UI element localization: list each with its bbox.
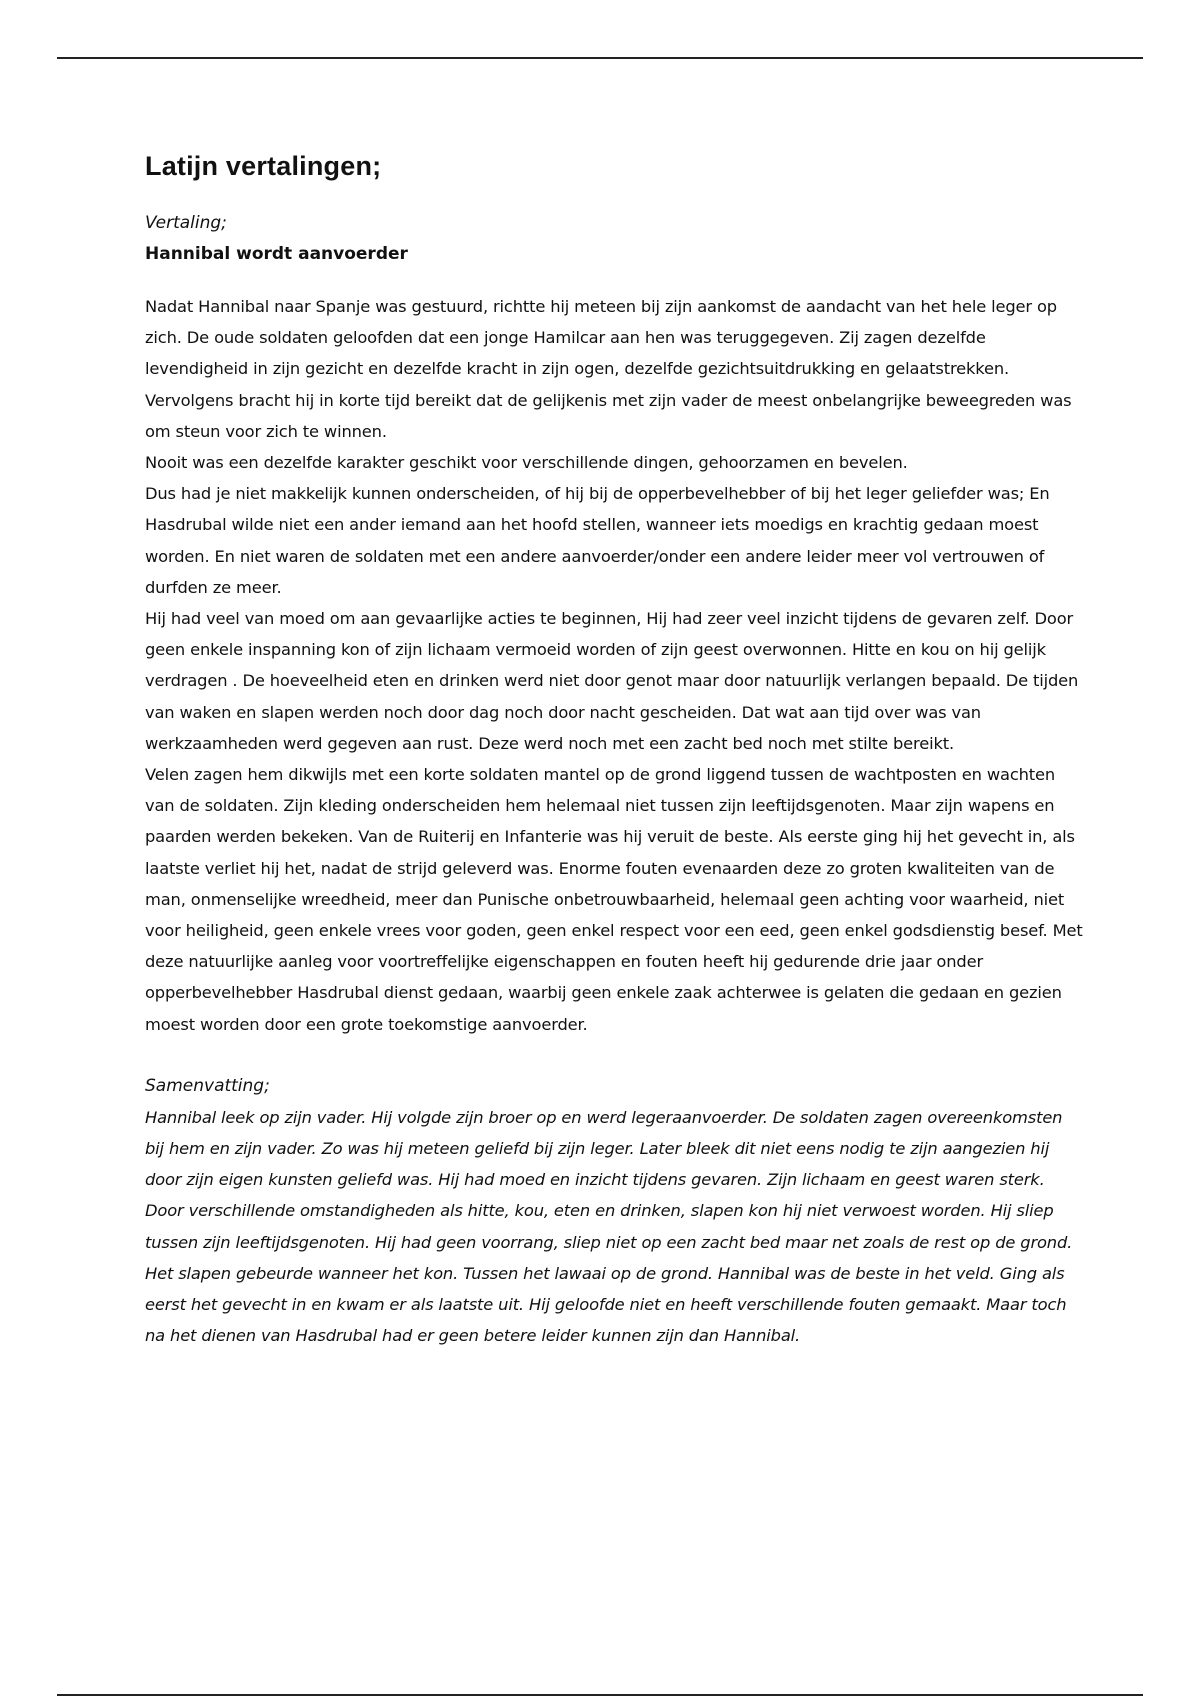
translation-paragraph: Nadat Hannibal naar Spanje was gestuurd, richtte hij meteen bij zijn aankomst de aandacht van het hele leger op zich. De oude soldaten geloofden dat een jonge Hamilcar aan hen was teruggegeven. Zij zagen dezelfde levendigheid in zijn gezicht en dezelfde kracht in zijn ogen, dezelfde gezichtsuitdrukking en gelaatstrekken. Vervolgens bracht hij in korte tijd bereikt dat de gelijkenis met zijn vader de meest onbelangrijke beweegreden was om steun voor zich te winnen. xyxy=(145,297,1072,441)
page-content xyxy=(145,148,1085,1352)
translation-paragraph: Velen zagen hem dikwijls met een korte soldaten mantel op de grond liggend tussen de wachtposten en wachten van de soldaten. Zijn kleding onderscheiden hem helemaal niet tussen zijn leeftijdsgenoten. Maar zijn wapens en paarden werden bekeken. Van de Ruiterij en Infanterie was hij veruit de beste. Als eerste ging hij het gevecht in, als laatste verliet hij het, nadat de strijd geleverd was. Enorme fouten evenaarden deze zo groten kwaliteiten van de man, onmenselijke wreedheid, meer dan Punische onbetrouwbaarheid, helemaal geen achting voor waarheid, niet voor heiligheid, geen enkele vrees voor goden, geen enkel respect voor een eed, geen enkel godsdienstig besef. Met deze natuurlijke aanleg voor voortreffelijke eigenschappen en fouten heeft hij gedurende drie jaar onder opperbevelhebber Hasdrubal dienst gedaan, waarbij geen enkele zaak achterwee is gelaten die gedaan en gezien moest worden door een grote toekomstige aanvoerder. xyxy=(145,765,1083,1034)
footer-rule xyxy=(57,1694,1143,1696)
document-title: Latijn vertalingen; xyxy=(145,151,382,181)
translation-body xyxy=(145,291,1085,1040)
translation-paragraph: Hij had veel van moed om aan gevaarlijke acties te beginnen, Hij had zeer veel inzicht tijdens de gevaren zelf. Door geen enkele inspanning kon of zijn lichaam vermoeid worden of zijn geest overwonnen. Hitte en kou on hij gelijk verdragen . De hoeveelheid eten en drinken werd niet door genot maar door natuurlijk verlangen bepaald. De tijden van waken en slapen werden noch door dag noch door nacht gescheiden. Dat wat aan tijd over was van werkzaamheden werd gegeven aan rust. Deze werd noch met een zacht bed noch met stilte bereikt. xyxy=(145,609,1079,753)
summary-section xyxy=(145,1071,1085,1352)
translation-paragraph: Dus had je niet makkelijk kunnen onderscheiden, of hij bij de opperbevelhebber of bij het leger geliefder was; En Hasdrubal wilde niet een ander iemand aan het hoofd stellen, wanneer iets moedigs en krachtig gedaan moest worden. En niet waren de soldaten met een andere aanvoerder/onder een andere leider meer vol vertrouwen of durfden ze meer. xyxy=(145,484,1050,597)
translation-label: Vertaling; xyxy=(145,213,227,233)
header-rule xyxy=(57,57,1143,59)
translation-paragraph: Nooit was een dezelfde karakter geschikt voor verschillende dingen, gehoorzamen en bevelen. xyxy=(145,453,908,473)
translation-heading: Hannibal wordt aanvoerder xyxy=(145,244,408,264)
summary-label: Samenvatting; xyxy=(145,1075,270,1096)
summary-paragraph: Hannibal leek op zijn vader. Hij volgde zijn broer op en werd legeraanvoerder. De soldaten zagen overeenkomsten bij hem en zijn vader. Zo was hij meteen geliefd bij zijn leger. Later bleek dit niet eens nodig te zijn aangezien hij door zijn eigen kunsten geliefd was. Hij had moed en inzicht tijdens gevaren. Zijn lichaam en geest waren sterk. Door verschillende omstandigheden als hitte, kou, eten en drinken, slapen kon hij niet verwoest worden. Hij sliep tussen zijn leeftijdsgenoten. Hij had geen voorrang, sliep niet op een zacht bed maar net zoals de rest op de grond. Het slapen gebeurde wanneer het kon. Tussen het lawaai op de grond. Hannibal was de beste in het veld. Ging als eerst het gevecht in en kwam er als laatste uit. Hij geloofde niet en heeft verschillende fouten gemaakt. Maar toch na het dienen van Hasdrubal had er geen betere leider kunnen zijn dan Hannibal. xyxy=(145,1107,1073,1346)
